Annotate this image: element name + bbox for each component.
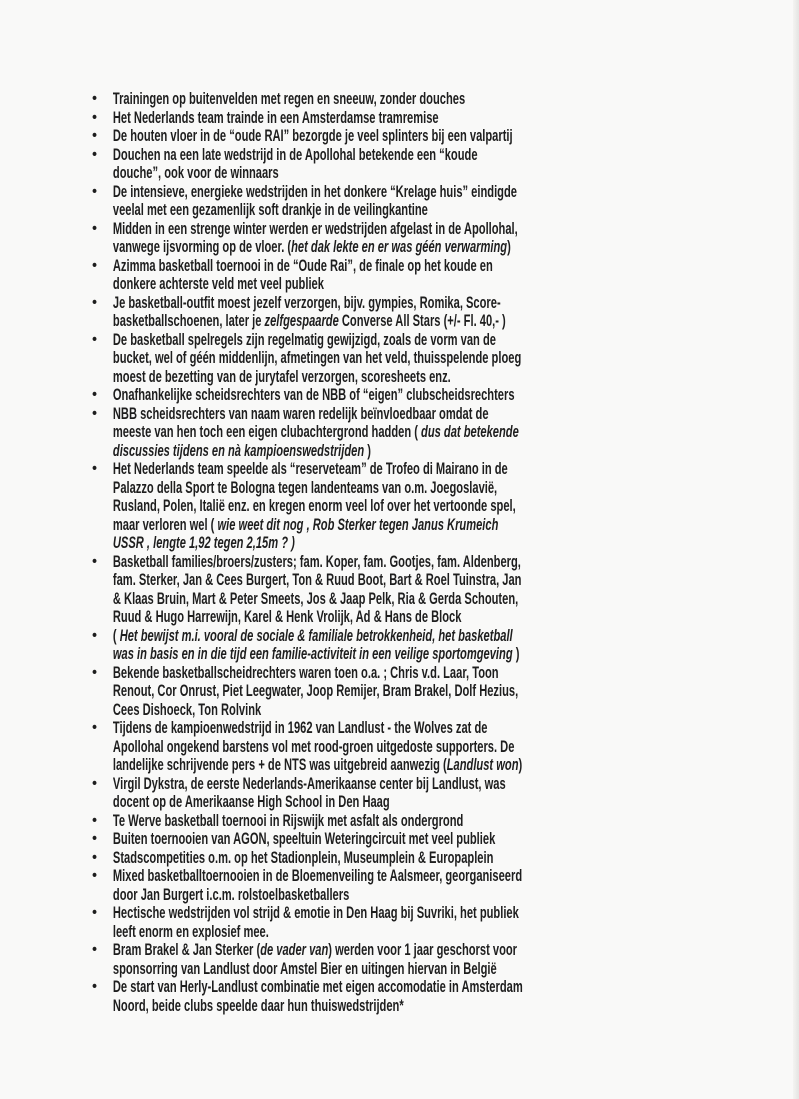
text-segment: basketballschoenen, later je [112, 311, 265, 330]
text-segment: sponsorring van Landlust door Amstel Bier en uitingen hiervan in België [112, 958, 497, 978]
list-item [88, 867, 743, 904]
text-line [113, 164, 743, 183]
text-segment: landelijke schrijvende pers + de NTS was uitgebreid aanwezig ( [112, 755, 447, 774]
text-segment: vanwege ijsvorming op de vloer. ( [112, 237, 292, 256]
text-line [113, 90, 743, 109]
list-item [88, 719, 743, 775]
text-segment: Onafhankelijke scheidsrechters van de NBB of “eigen” clubscheidsrechters [112, 385, 515, 404]
text-segment: bucket, wel of géén middenlijn, afmetingen van het veld, thuisspelende ploeg [112, 348, 522, 367]
bullet-icon: • [92, 978, 97, 995]
text-segment: docent op de Amerikaanse High School in Den Haag [112, 792, 390, 811]
text-line [113, 238, 743, 257]
text-segment: Ruud & Hugo Harrewijn, Karel & Henk Vrolijk, Ad & Hans de Block [112, 607, 462, 626]
bullet-icon: • [92, 941, 97, 958]
text-segment: Trainingen op buitenvelden met regen en sneeuw, zonder douches [112, 89, 466, 108]
text-segment: door Jan Burgert i.c.m. rolstoelbasketballers [112, 884, 350, 904]
bullet-icon: • [92, 904, 97, 921]
list-item [88, 812, 743, 831]
italic-text: was in basis en in die tijd een familie-activiteit in een veilige sportomgeving [112, 644, 513, 663]
bullet-icon: • [92, 90, 97, 107]
text-line [113, 534, 743, 553]
text-line [113, 349, 743, 368]
text-line [113, 497, 743, 516]
text-line [113, 867, 743, 886]
text-line [113, 479, 743, 498]
text-line [113, 886, 743, 905]
bullet-icon: • [92, 830, 97, 847]
text-segment: Bram Brakel & Jan Sterker ( [112, 940, 261, 959]
text-segment: Basketball families/broers/zusters; fam. Koper, fam. Gootjes, fam. Aldenberg, [112, 551, 521, 571]
bullet-icon: • [92, 811, 97, 829]
list-item [88, 220, 743, 257]
bullet-icon: • [92, 867, 97, 884]
italic-text: het dak lekte en er was géén verwarming [291, 237, 508, 256]
text-line [113, 664, 743, 683]
list-item [88, 553, 743, 627]
text-segment: donkere achterste veld met veel publiek [112, 274, 324, 293]
text-line [113, 294, 743, 313]
italic-text: zelfgespaarde [264, 311, 339, 330]
text-line [113, 312, 743, 331]
list-item [88, 183, 743, 220]
bullet-icon: • [92, 108, 97, 126]
text-line [113, 719, 743, 738]
text-segment: Azimma basketball toernooi in de “Oude Rai”, de finale op het koude en [112, 255, 493, 275]
text-line [113, 775, 743, 794]
text-line [113, 257, 743, 276]
text-segment: Cees Dishoeck, Ton Rolvink [112, 699, 262, 719]
text-segment: ) [507, 237, 511, 256]
text-segment: Het Nederlands team speelde als “reserveteam” de Trofeo di Mairano in de [112, 459, 508, 478]
text-line [113, 201, 743, 220]
bullet-icon: • [92, 663, 97, 681]
text-line [113, 423, 743, 442]
text-line [113, 368, 743, 387]
text-segment: Noord, beide clubs speelde daar hun thuiswedstrijden* [112, 995, 404, 1015]
bullet-icon: • [92, 330, 97, 348]
text-line [113, 460, 743, 479]
list-item [88, 460, 743, 553]
text-segment: douche”, ook voor de winnaars [112, 163, 279, 182]
text-line [113, 738, 743, 757]
list-item [88, 664, 743, 720]
bullet-icon: • [92, 460, 97, 477]
list-item [88, 904, 743, 941]
text-segment: De start van Herly-Landlust combinatie met eigen accomodatie in Amsterdam [112, 977, 523, 996]
text-line [113, 109, 743, 128]
text-line [113, 442, 743, 461]
text-segment: veelal met een gezamenlijk soft drankje in de veilingkantine [112, 200, 428, 219]
text-segment: & Klaas Bruin, Mart & Peter Smeets, Jos & Jaap Pelk, Ria & Gerda Schouten, [112, 588, 519, 608]
bullet-icon: • [92, 404, 97, 422]
text-line [113, 516, 743, 535]
text-segment: Mixed basketballtoernooien in de Bloemenveiling te Aalsmeer, georganiseerd [112, 866, 523, 885]
text-line [113, 590, 743, 609]
text-segment: Douchen na een late wedstrijd in de Apollohal betekende een “koude [112, 144, 478, 164]
text-segment: Midden in een strenge winter werden er wedstrijden afgelast in de Apollohal, [112, 218, 518, 238]
text-segment: De houten vloer in de “oude RAI” bezorgde je veel splinters bij een valpartij [112, 126, 513, 145]
bullet-icon: • [92, 848, 97, 866]
text-segment: Tijdens de kampioenwedstrijd in 1962 van Landlust - the Wolves zat de [112, 718, 488, 737]
text-segment: ( [112, 625, 120, 645]
list-item [88, 109, 743, 128]
text-segment: ) [364, 440, 371, 460]
list-item [88, 90, 743, 109]
text-segment: Virgil Dykstra, de eerste Nederlands-Amerikaanse center bij Landlust, was [112, 773, 506, 793]
bullet-icon: • [92, 719, 97, 736]
text-line [113, 682, 743, 701]
text-segment: ) [512, 644, 520, 663]
bullet-icon: • [92, 774, 97, 792]
text-segment: De intensieve, energieke wedstrijden in het donkere “Krelage huis” eindigde [112, 181, 517, 201]
italic-text: wie weet dit nog , Rob Sterker tegen Janus Krumeich [217, 514, 499, 534]
text-line [113, 571, 743, 590]
text-segment: ) werden voor 1 jaar geschorst voor [328, 940, 518, 959]
text-segment: Bekende basketballscheidrechters waren toen o.a. ; Chris v.d. Laar, Toon [112, 662, 499, 682]
list-item [88, 627, 743, 664]
text-segment: Apollohal ongekend barstens vol met rood-groen uitgedoste supporters. De [112, 736, 515, 756]
text-segment: NBB scheidsrechters van naam waren redelijk beïnvloedbaar omdat de [112, 403, 489, 423]
text-segment: Hectische wedstrijden vol strijd & emotie in Den Haag bij Suvriki, het publiek [112, 903, 519, 922]
text-line [113, 960, 743, 979]
bullet-icon: • [92, 256, 97, 274]
text-line [113, 405, 743, 424]
text-line [113, 645, 743, 664]
list-item [88, 294, 743, 331]
text-segment: Palazzo della Sport te Bologna tegen landenteams van o.m. Joegoslavië, [112, 477, 498, 497]
text-segment: fam. Sterker, Jan & Cees Burgert, Ton & Ruud Boot, Bart & Roel Tuinstra, Jan [112, 570, 522, 589]
list-item [88, 775, 743, 812]
text-line [113, 553, 743, 572]
italic-text: discussies tijdens en nà kampioenswedstrijden [112, 440, 365, 460]
text-line [113, 220, 743, 239]
bullet-icon: • [92, 386, 97, 403]
text-segment: ) [518, 755, 523, 774]
text-segment: Rusland, Polen, Italië enz. en kregen enorm veel lof over het vertoonde spel, [112, 496, 516, 515]
list-item [88, 849, 743, 868]
text-line [113, 331, 743, 350]
scan-edge-shadow [793, 0, 799, 1099]
text-segment: Converse All Stars (+/- Fl. 40,- ) [338, 311, 506, 330]
italic-text: Het bewijst m.i. vooral de sociale & familiale betrokkenheid, het basketball [119, 625, 513, 645]
list-item [88, 830, 743, 849]
text-line [113, 793, 743, 812]
text-segment: De basketball spelregels zijn regelmatig gewijzigd, zoals de vorm van de [112, 329, 496, 349]
bullet-icon: • [92, 182, 97, 200]
text-segment: Stadscompetities o.m. op het Stadionplein, Museumplein & Europaplein [112, 847, 494, 867]
list-item [88, 257, 743, 294]
italic-text: de vader van [260, 940, 329, 959]
text-line [113, 701, 743, 720]
text-line [113, 608, 743, 627]
text-line [113, 756, 743, 775]
text-line [113, 127, 743, 146]
bullet-icon: • [92, 145, 97, 163]
list-item [88, 146, 743, 183]
bullet-icon: • [92, 552, 97, 570]
text-line [113, 904, 743, 923]
text-line [113, 275, 743, 294]
list-item [88, 941, 743, 978]
text-segment: Het Nederlands team trainde in een Amsterdamse tramremise [112, 107, 439, 127]
text-line [113, 849, 743, 868]
bullet-icon: • [92, 293, 97, 311]
italic-text: dus dat betekende [421, 422, 519, 441]
list-item [88, 331, 743, 387]
text-segment: Je basketball-outfit moest jezelf verzorgen, bijv. gympies, Romika, Score- [112, 292, 501, 312]
list-item [88, 978, 743, 1015]
bullet-icon: • [92, 127, 97, 144]
text-segment: maar verloren wel ( [112, 514, 218, 534]
italic-text: Landlust won [446, 755, 519, 774]
text-line [113, 146, 743, 165]
bullet-list [88, 90, 743, 1015]
text-segment: Te Werve basketball toernooi in Rijswijk met asfalt als ondergrond [112, 810, 464, 830]
text-segment: leeft enorm en explosief mee. [112, 921, 269, 941]
text-line [113, 386, 743, 405]
text-segment: moest de bezetting van de jurytafel verzorgen, scoresheets enz. [112, 366, 451, 386]
bullet-icon: • [92, 626, 97, 644]
text-segment: Renout, Cor Onrust, Piet Leegwater, Joop Remijer, Bram Brakel, Dolf Hezius, [112, 681, 519, 700]
text-line [113, 923, 743, 942]
text-line [113, 627, 743, 646]
italic-text: USSR , lengte 1,92 tegen 2,15m ? ) [112, 533, 295, 552]
text-segment: meeste van hen toch een eigen clubachtergrond hadden ( [112, 422, 422, 441]
text-line [113, 830, 743, 849]
text-line [113, 812, 743, 831]
text-line [113, 997, 743, 1016]
text-line [113, 183, 743, 202]
text-segment: Buiten toernooien van AGON, speeltuin Weteringcircuit met veel publiek [112, 829, 496, 848]
list-item [88, 127, 743, 146]
list-item [88, 386, 743, 405]
list-item [88, 405, 743, 461]
text-line [113, 978, 743, 997]
bullet-icon: • [92, 219, 97, 237]
text-line [113, 941, 743, 960]
